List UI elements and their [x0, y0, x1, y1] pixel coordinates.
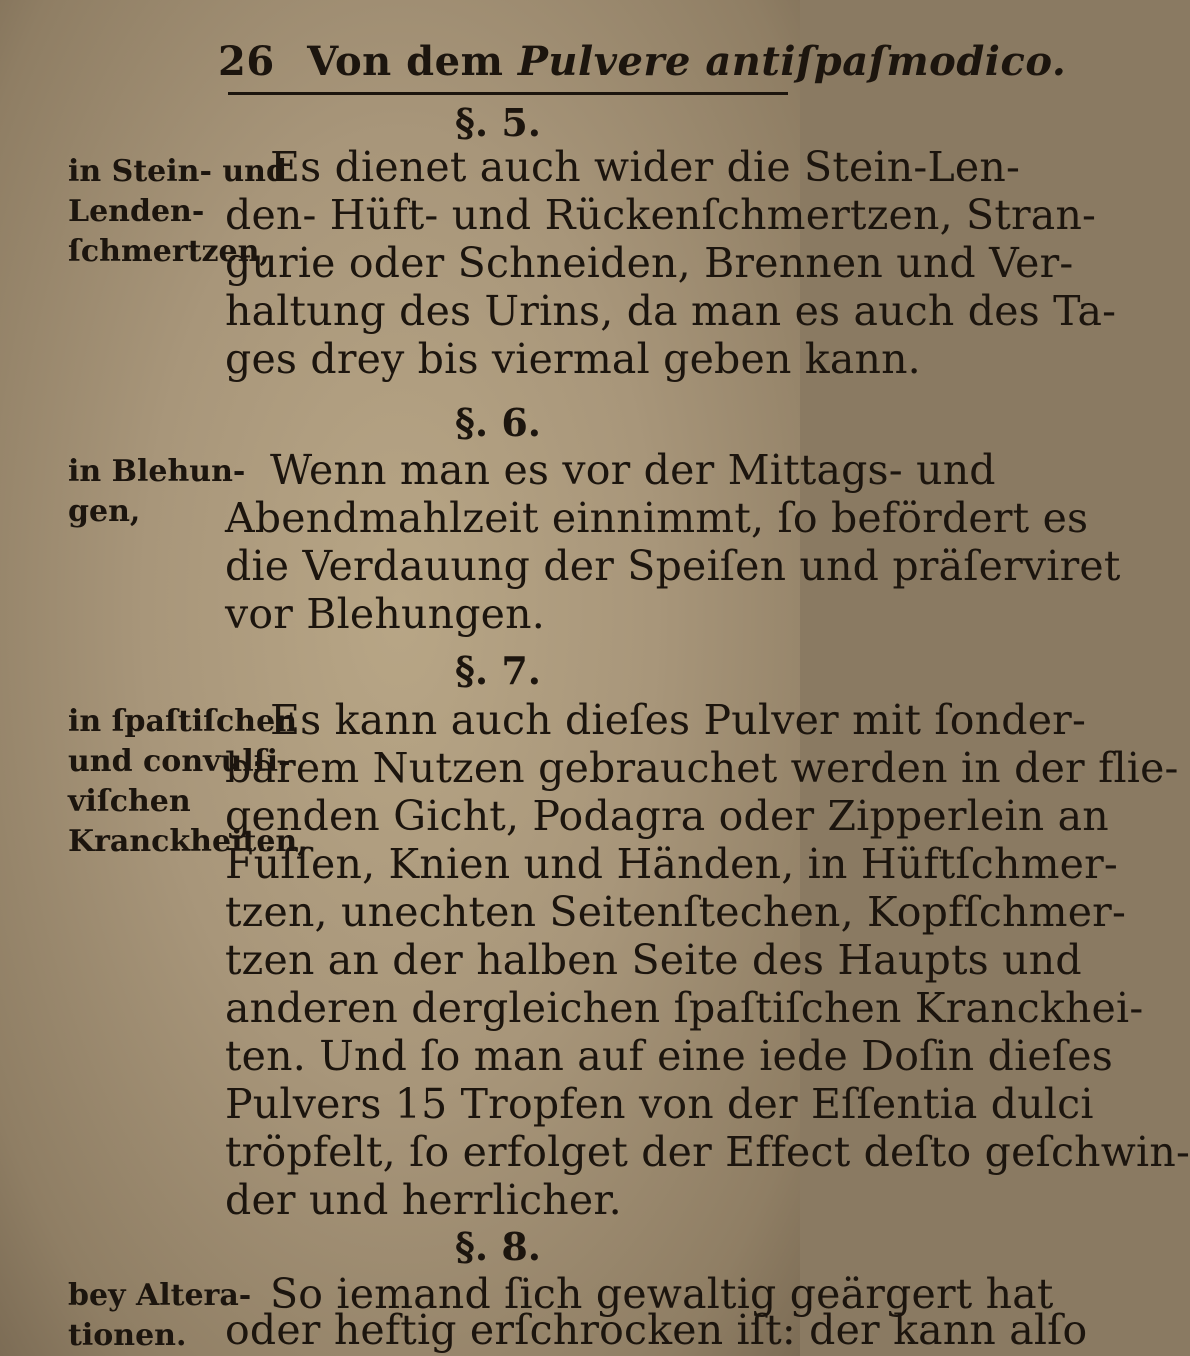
text-line: ten. Und ſo man auf eine iede Doſin dieſes: [225, 1032, 1113, 1080]
text-line: Es kann auch dieſes Pulver mit ſonder-: [270, 696, 1087, 744]
text-line: anderen dergleichen ſpaſtiſchen Kranckhei-: [225, 984, 1144, 1032]
header-title-prefix: Von dem: [307, 38, 504, 85]
margin-note-line: und convulſi-: [68, 744, 291, 779]
text-line: tröpfelt, ſo erfolget der Effect deſto geſchwin-: [225, 1128, 1190, 1176]
text-line: tzen, unechten Seitenſtechen, Kopfſchmer-: [225, 888, 1127, 936]
header-title-italic: Pulvere antiſpaſmodico.: [517, 38, 1067, 85]
margin-note-line: Lenden-: [68, 194, 205, 229]
margin-note-line: tionen.: [68, 1318, 187, 1353]
text-line: gurie oder Schneiden, Brennen und Ver-: [225, 239, 1074, 287]
text-line: tzen an der halben Seite des Haupts und: [225, 936, 1082, 984]
margin-note-line: gen,: [68, 494, 141, 529]
text-line: haltung des Urins, da man es auch des Ta-: [225, 287, 1117, 335]
section-number: §. 5.: [455, 100, 542, 145]
text-line: die Verdauung der Speiſen und präſerviret: [225, 542, 1121, 590]
text-line: vor Blehungen.: [225, 590, 545, 638]
text-line: Füſſen, Knien und Händen, in Hüftſchmer-: [225, 840, 1118, 888]
section-number: §. 7.: [455, 648, 542, 693]
text-line: Wenn man es vor der Mittags- und: [270, 446, 996, 494]
section-number: §. 8.: [455, 1224, 542, 1269]
text-line: oder heftig erſchrocken iſt: der kann alſo: [225, 1306, 1088, 1354]
text-line: So iemand ſich gewaltig geärgert hat: [270, 1270, 1054, 1318]
margin-note-line: in Stein- und: [68, 154, 287, 189]
text-line: barem Nutzen gebrauchet werden in der flie-: [225, 744, 1179, 792]
text-line: Es dienet auch wider die Stein-Len-: [270, 143, 1021, 191]
text-line: Pulvers 15 Tropfen von der Eſſentia dulci: [225, 1080, 1094, 1128]
margin-note-line: in Blehun-: [68, 454, 246, 489]
margin-note: [68, 1276, 251, 1356]
margin-note-line: ſchmertzen,: [68, 234, 270, 269]
margin-note-line: bey Altera-: [68, 1278, 252, 1313]
margin-note-line: in ſpaſtiſchen: [68, 704, 298, 739]
margin-note: [68, 452, 245, 532]
text-line: Abendmahlzeit einnimmt, ſo befördert es: [225, 494, 1089, 542]
text-line: genden Gicht, Podagra oder Zipperlein an: [225, 792, 1109, 840]
text-line: der und herrlicher.: [225, 1176, 622, 1224]
text-line: ges drey bis viermal geben kann.: [225, 335, 921, 383]
header-rule: [228, 92, 788, 95]
page-number: 26: [218, 38, 275, 85]
margin-note-line: viſchen: [68, 784, 191, 819]
margin-note-line: Kranckheiten,: [68, 824, 308, 859]
section-number: §. 6.: [455, 400, 542, 445]
text-line: den- Hüft- und Rückenſchmertzen, Stran-: [225, 191, 1097, 239]
running-header: [218, 38, 1067, 85]
